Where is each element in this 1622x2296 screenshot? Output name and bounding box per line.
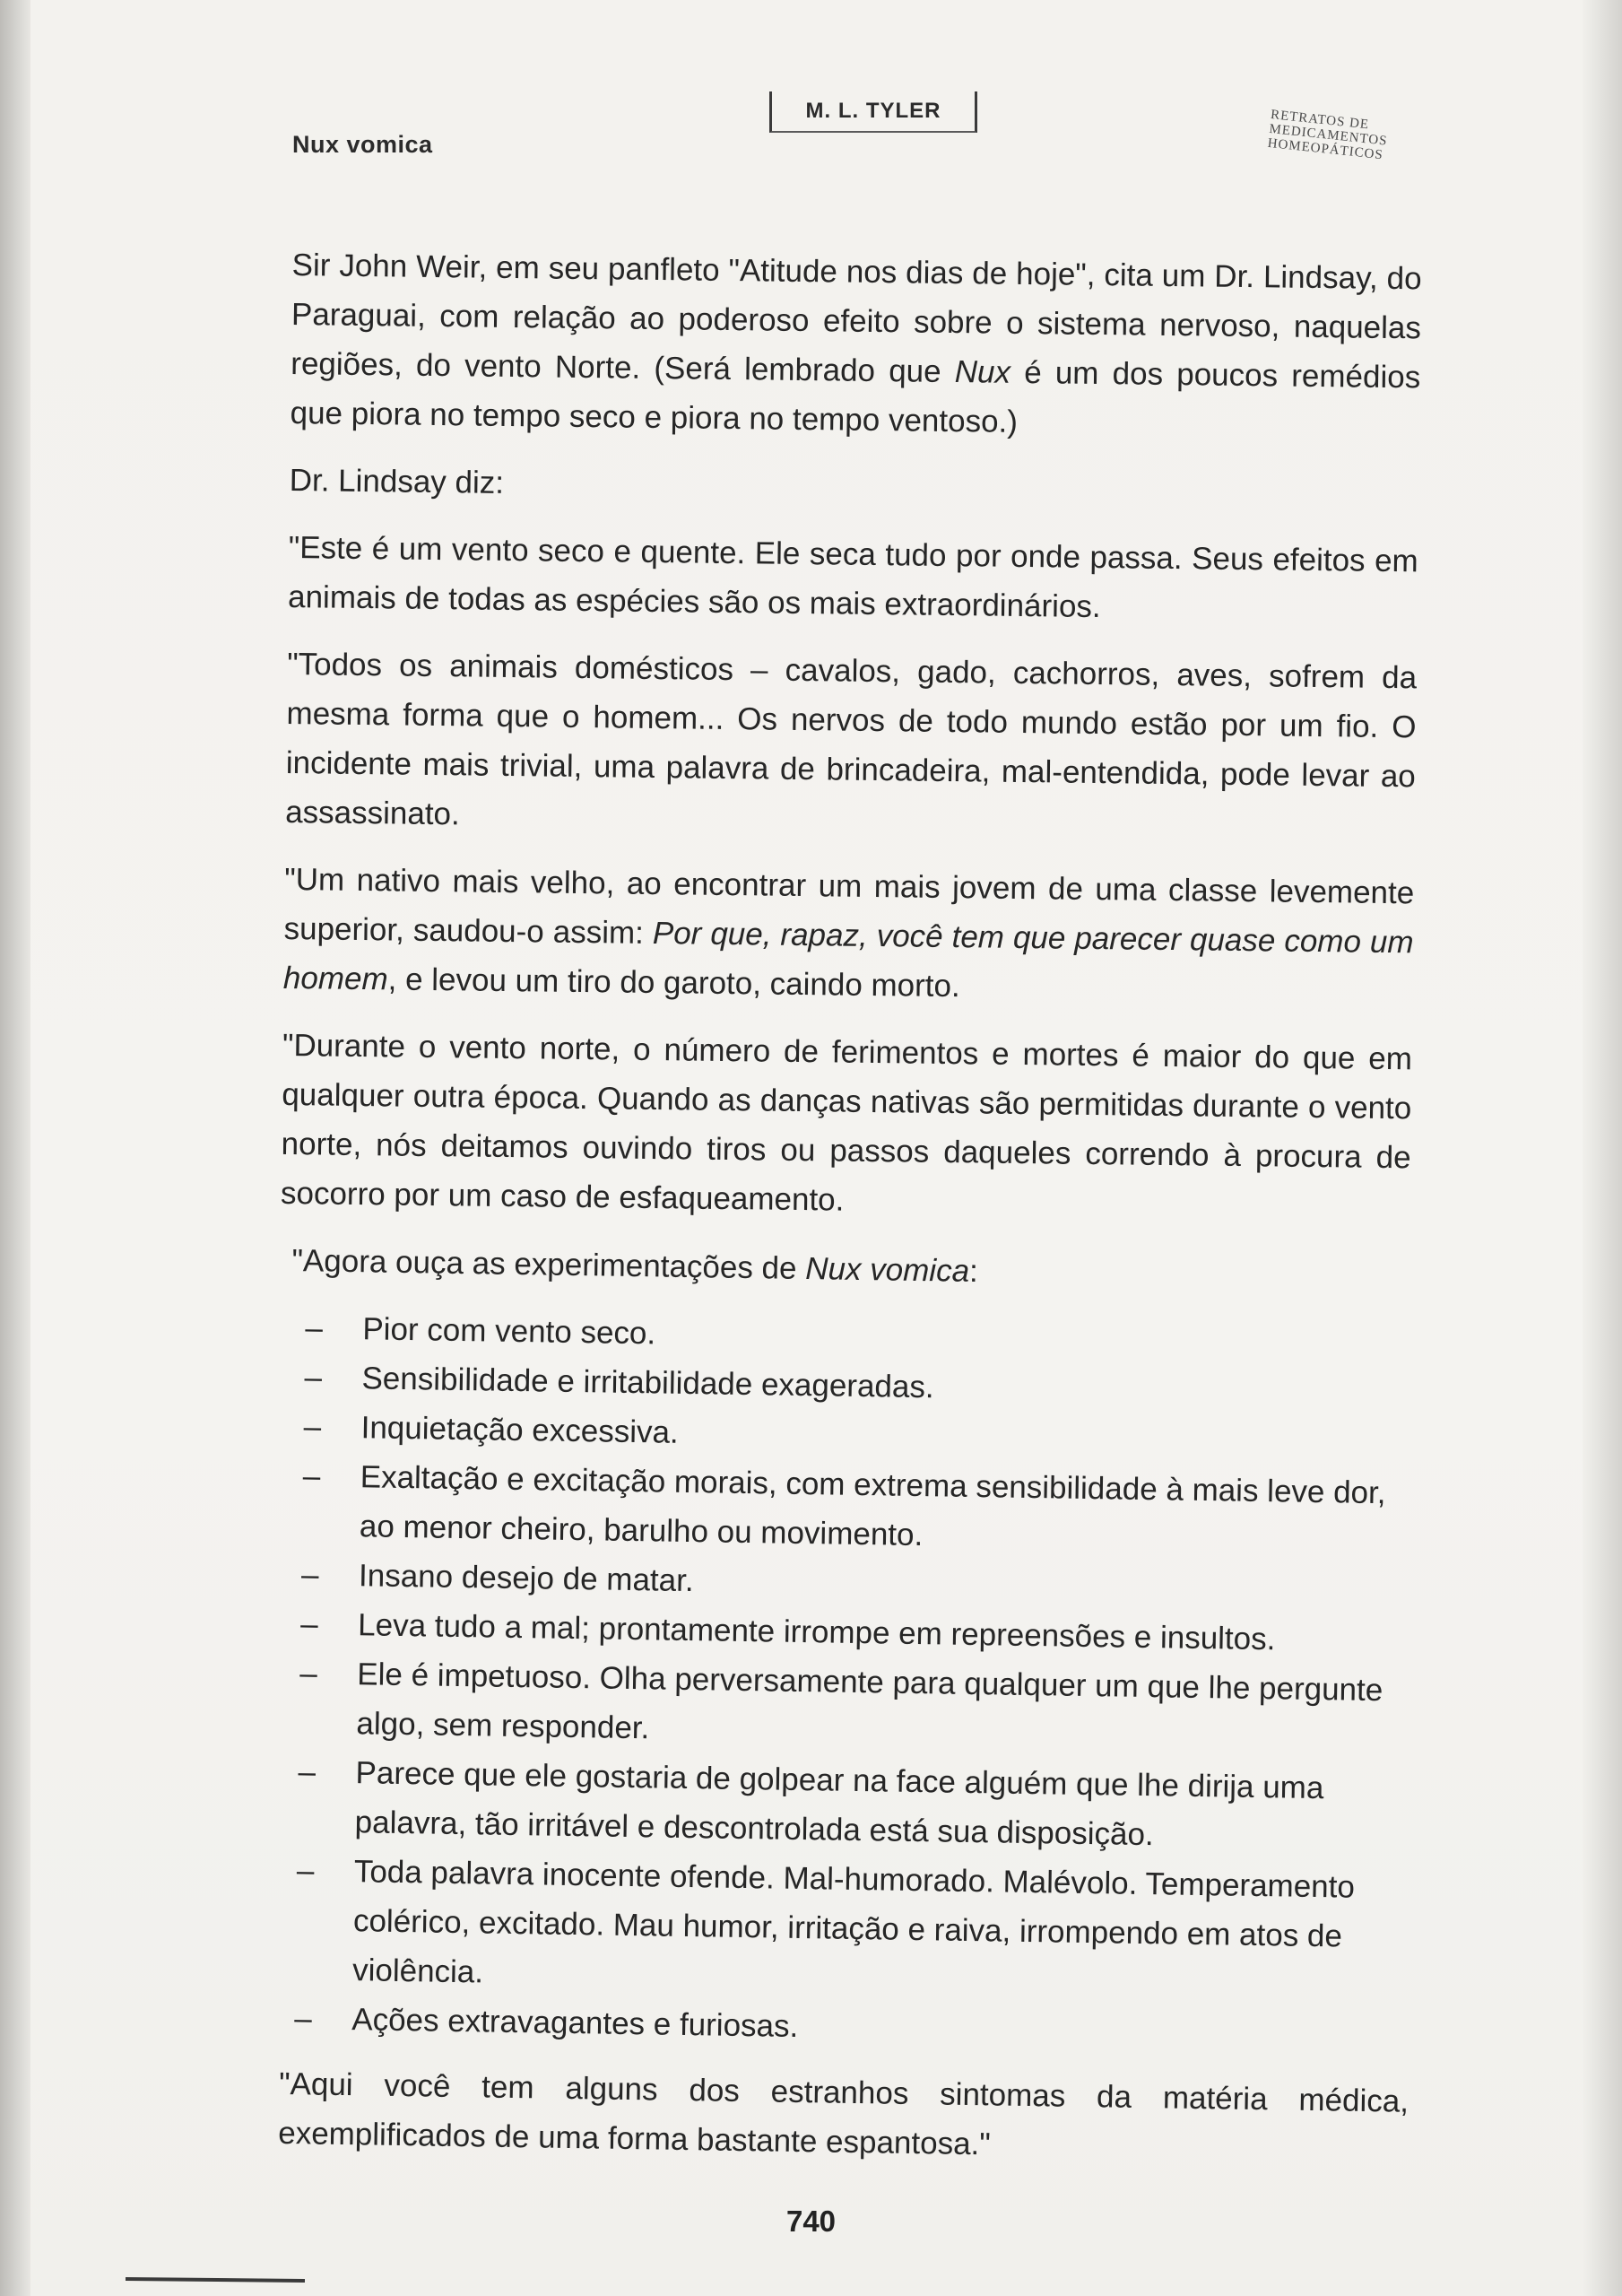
series-stamp: RETRATOS DE MEDICAMENTOS HOMEOPÁTICOS [1266, 108, 1389, 163]
paragraph [283, 855, 1415, 1016]
list-item [284, 1648, 1416, 1765]
paragraph [288, 523, 1418, 635]
text-run: Dr. Lindsay diz: [289, 462, 505, 500]
list-dash: – [293, 2001, 313, 2037]
closing-paragraph: "Aqui você tem alguns dos estranhos sintomas da matéria médica, exemplificados de uma forma bastante espantosa." [277, 2066, 1409, 2162]
paragraph [290, 240, 1422, 451]
text-run: "Durante o vento norte, o número de ferimentos e mortes é maior do que em qualquer outra época. Quando as danças nativas são permitidas durante o vento norte, nós deitamos ouvindo tiros ou passos daqueles correndo à procura de socorro por um caso de esfaqueamento. [280, 1027, 1413, 1218]
body-text [277, 240, 1422, 2176]
running-head-author: M. L. TYLER [769, 91, 977, 133]
list-dash: – [303, 1409, 322, 1445]
list-dash: – [296, 1853, 315, 1889]
list-dash: – [300, 1557, 319, 1593]
list-item-text: Parece que ele gostaria de golpear na face alguém que lhe dirija uma palavra, tão irritável e descontrolada está sua disposição. [354, 1755, 1324, 1853]
page-gutter-shadow [0, 0, 30, 2296]
list-dash: – [299, 1606, 318, 1642]
page-edge-shadow [1583, 0, 1622, 2296]
symptom-list [280, 1303, 1421, 2061]
list-dash: – [305, 1310, 324, 1346]
list-dash: – [299, 1656, 318, 1692]
text-run: "Todos os animais domésticos – cavalos, gado, cachorros, aves, sofrem da mesma forma que o homem... Os nervos de todo mundo estão por um fio. O incidente mais trivial, uma palavra de brincadeira, mal-entendida, pode levar ao assassinato. [284, 646, 1418, 832]
list-item-text: Ele é impetuoso. Olha perversamente para qualquer um que lhe pergunte algo, sem responder. [356, 1657, 1383, 1746]
list-dash: – [304, 1360, 323, 1396]
list-dash: – [302, 1458, 321, 1494]
list-item-text: Ações extravagantes e furiosas. [351, 2002, 799, 2044]
page-number: 740 [785, 2205, 837, 2238]
text-run: "Este é um vento seco e quente. Ele seca tudo por onde passa. Seus efeitos em animais de todas as espécies são os mais extraordinários. [287, 529, 1418, 625]
text-run: "Agora ouça as experimentações de [291, 1242, 806, 1286]
list-item-text: Insano desejo de matar. [358, 1558, 694, 1599]
text-run: é um dos poucos remédios que piora no tempo seco e piora no tempo ventoso.) [290, 354, 1421, 439]
running-head-title: Nux vomica [292, 131, 433, 158]
list-intro [291, 1236, 1422, 1303]
list-item-text: Toda palavra inocente ofende. Mal-humorado. Malévolo. Temperamento colérico, excitado. Mau humor, irritação e raiva, irrompendo em atos de violência. [351, 1854, 1356, 1990]
paragraph [281, 1021, 1413, 1231]
text-run: "Um nativo mais velho, ao encontrar um mais jovem de uma classe levemente superior, saudou-o assim: [283, 861, 1415, 951]
list-item-text: Leva tudo a mal; prontamente irrompe em repreensões e insultos. [357, 1607, 1276, 1657]
symptom-section [278, 1236, 1422, 2176]
list-item-text: Exaltação e excitação morais, com extrema sensibilidade à mais leve dor, ao menor cheiro, barulho ou movimento. [359, 1459, 1386, 1553]
list-item-text: Sensibilidade e irritabilidade exageradas. [361, 1361, 934, 1405]
paragraph [289, 456, 1419, 518]
italic-text: Por que, rapaz, você tem que parecer quase como um homem [282, 915, 1414, 997]
text-run: , e levou um tiro do garoto, caindo morto. [387, 961, 960, 1004]
list-item [288, 1451, 1419, 1568]
paragraph-group [281, 240, 1422, 1231]
list-item-text: Inquietação excessiva. [360, 1410, 680, 1450]
text-run: Sir John Weir, em seu panfleto "Atitude nos dias de hoje", cita um Dr. Lindsay, do Paraguai, com relação ao poderoso efeito sobre o sistema nervoso, naquelas regiões, do vento Norte. (Será lembrado que [291, 247, 1422, 390]
paragraph [285, 639, 1418, 850]
italic-text: Nux vomica [804, 1250, 970, 1289]
list-dash: – [298, 1754, 317, 1790]
bottom-edge-mark [126, 2277, 305, 2283]
list-item-text: Pior com vento seco. [362, 1311, 656, 1352]
text-run: : [968, 1253, 979, 1290]
list-item [282, 1747, 1414, 1864]
list-item [281, 1846, 1412, 2012]
italic-text: Nux [954, 354, 1011, 390]
